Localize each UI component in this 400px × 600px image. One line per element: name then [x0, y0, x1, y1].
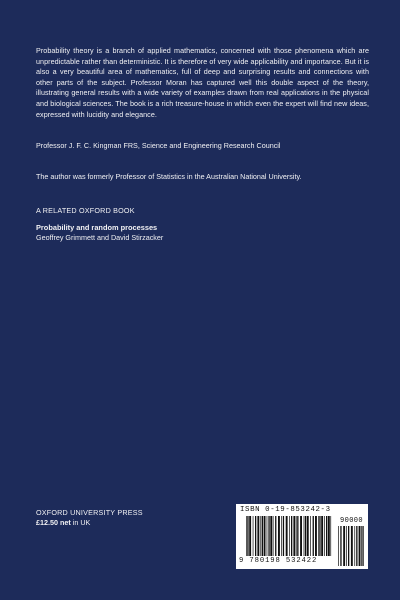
- barcode-bar: [326, 516, 327, 556]
- price-region: in UK: [72, 518, 91, 527]
- barcode-bar: [315, 516, 317, 556]
- barcode-bar: [275, 516, 276, 556]
- related-book-title: Probability and random processes: [36, 223, 158, 232]
- barcode-bar: [319, 516, 320, 556]
- barcode-bar: [328, 516, 330, 556]
- barcode-bar: [330, 516, 331, 556]
- barcode-bar: [267, 516, 268, 556]
- barcode-bar: [351, 526, 353, 566]
- barcode-bar: [257, 516, 259, 556]
- barcode-bar: [321, 516, 323, 556]
- barcode-bar: [270, 516, 272, 556]
- barcode-bar: [354, 526, 355, 566]
- isbn-number: ISBN 0-19-853242-3: [240, 506, 331, 514]
- barcode-bar: [262, 516, 263, 556]
- barcode-bar: [278, 516, 280, 556]
- price-line: [36, 518, 90, 528]
- barcode-bar: [246, 516, 247, 556]
- barcode-bar: [293, 516, 295, 556]
- barcode-bar: [281, 516, 282, 556]
- barcode-bar: [249, 516, 251, 556]
- barcode-bar: [313, 516, 314, 556]
- barcode-bar: [268, 516, 269, 556]
- ean-number: 9 780198 532422: [239, 557, 318, 565]
- barcode-bar: [318, 516, 319, 556]
- author-note: The author was formerly Professor of Statistics in the Australian National University.: [36, 172, 302, 181]
- barcode-bar: [361, 526, 362, 566]
- barcode-bar: [253, 516, 254, 556]
- barcode-bar: [340, 526, 341, 566]
- related-book-authors: Geoffrey Grimmett and David Stirzacker: [36, 233, 164, 242]
- barcode-bar: [296, 516, 297, 556]
- barcode-bar: [324, 516, 325, 556]
- barcode-bar: [291, 516, 292, 556]
- barcode-bar: [247, 516, 248, 556]
- barcode-bar: [356, 526, 357, 566]
- barcode-box: [236, 504, 368, 569]
- related-book-heading: A RELATED OXFORD BOOK: [36, 206, 135, 215]
- barcode-bar: [286, 516, 288, 556]
- barcode-bar: [273, 516, 274, 556]
- barcode-bar: [304, 516, 305, 556]
- publisher-name: OXFORD UNIVERSITY PRESS: [36, 508, 143, 517]
- barcode-bar: [310, 516, 311, 556]
- barcode-bar: [307, 516, 309, 556]
- price-amount: £12.50 net: [36, 518, 71, 527]
- barcode-bar: [255, 516, 256, 556]
- barcode-bar: [348, 526, 349, 566]
- review-attribution: Professor J. F. C. Kingman FRS, Science and Engineering Research Council: [36, 141, 281, 150]
- barcode-bar: [283, 516, 284, 556]
- price-code: 90000: [340, 517, 364, 525]
- barcode-bar: [289, 516, 290, 556]
- blurb-paragraph: Probability theory is a branch of applied mathematics, concerned with those phenomena which are unpredictable rather than deterministic. It is therefore of very wide applicability and importance. But it is also a very beautiful area of mathematics, full of deep and surprising results and connections with other parts of the subject. Professor Moran has captured well this double aspect of the theory, illustrating general results with a wide variety of examples drawn from real applications in the physical and biological sciences. The book is a rich treasure-house in which even the expert will find new ideas, expressed with lucidity and elegance.: [36, 46, 369, 119]
- barcode-bar: [346, 526, 347, 566]
- barcode-bar: [338, 526, 339, 566]
- barcode-bar: [264, 516, 266, 556]
- barcode-bar: [305, 516, 306, 556]
- barcode-bar: [359, 526, 361, 566]
- barcode-bar: [362, 526, 363, 566]
- barcode-bar: [260, 516, 261, 556]
- barcode-bar: [297, 516, 298, 556]
- barcode-bar: [343, 526, 345, 566]
- barcode-bar: [300, 516, 302, 556]
